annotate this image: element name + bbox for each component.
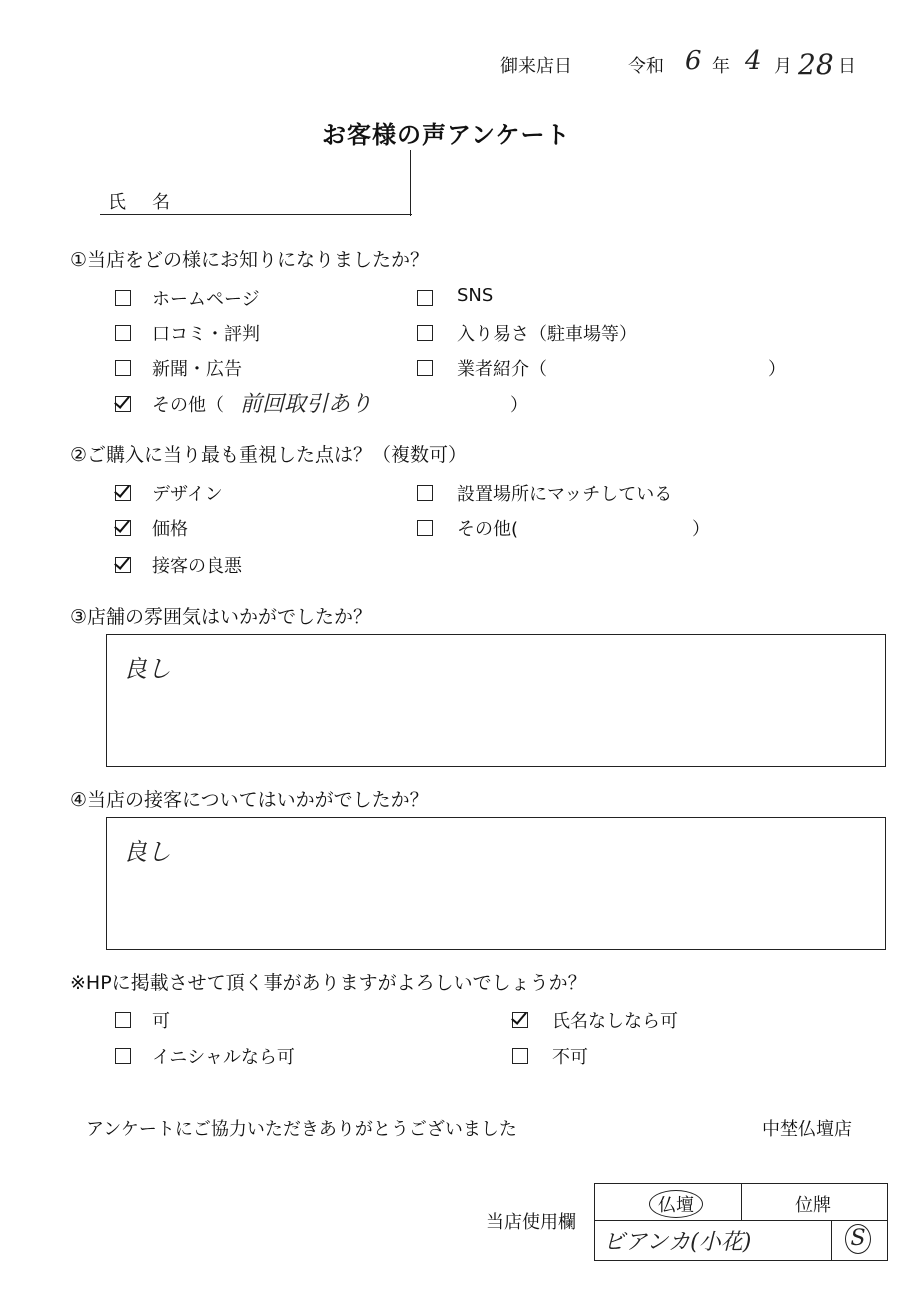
q1-kuchikomi-label: 口コミ・評判 [152,324,260,345]
q1-access-checkbox[interactable] [417,325,433,341]
q1-other-checkbox[interactable] [115,396,131,412]
q1-referral-close-paren: ） [768,359,786,380]
q2-price-checkbox[interactable] [115,520,131,536]
q3-answer: 良し [123,655,171,683]
name-field[interactable] [100,214,412,215]
office-use-size[interactable]: S [845,1224,871,1254]
office-use-label: 当店使用欄 [486,1212,576,1233]
office-use-col2[interactable]: 位牌 [795,1195,831,1216]
office-use-row-divider [595,1220,887,1221]
q4-answer-box[interactable] [106,817,886,950]
q1-sns-label: SNS [457,285,494,306]
q2-other-checkbox[interactable] [417,520,433,536]
office-use-col-divider [741,1184,742,1220]
q1-referral-checkbox[interactable] [417,360,433,376]
name-label: 氏 名 [108,192,174,213]
q2-question: ②ご購入に当り最も重視した点は？（複数可） [70,444,468,466]
q2-other-label: その他( [457,519,519,540]
name-field-divider [410,150,411,216]
q1-other-answer[interactable]: 前回取引あり [240,392,373,417]
q2-placement-checkbox[interactable] [417,485,433,501]
q1-access-label: 入り易さ（駐車場等） [457,324,637,345]
q2-design-checkbox[interactable] [115,485,131,501]
hp-initials-label: イニシャルなら可 [152,1047,295,1068]
hp-no-label: 不可 [552,1047,588,1068]
office-use-table [594,1183,888,1261]
hp-question: ※HPに掲載させて頂く事がありますがよろしいでしょうか？ [70,972,587,994]
month-label: 月 [774,56,792,77]
year-value[interactable]: 6 [685,46,702,76]
q2-service-label: 接客の良悪 [152,556,242,577]
q4-question: ④当店の接客についてはいかがでしたか？ [70,789,429,811]
q3-answer-box[interactable] [106,634,886,767]
hp-noname-label: 氏名なしなら可 [552,1011,678,1032]
q2-price-label: 価格 [152,519,188,540]
q1-homepage-label: ホームページ [152,289,260,310]
q1-other-label: その他（ [152,395,224,416]
q2-design-label: デザイン [152,484,223,505]
q1-other-close-paren: ） [510,395,528,416]
q1-sns-checkbox[interactable] [417,290,433,306]
thanks-message: アンケートにご協力いただきありがとうございました [86,1119,517,1140]
q1-homepage-checkbox[interactable] [115,290,131,306]
year-label: 年 [712,56,730,77]
hp-initials-checkbox[interactable] [115,1048,131,1064]
q3-question: ③店舗の雰囲気はいかがでしたか？ [70,606,373,628]
month-value[interactable]: 4 [745,46,762,76]
visit-date-label: 御来店日 [500,56,572,77]
office-use-size-divider [831,1220,832,1260]
day-label: 日 [838,56,856,77]
page-title: お客様の声アンケート [322,121,571,149]
era-label: 令和 [628,56,664,77]
office-use-note[interactable]: ビアンカ(小花) [603,1230,752,1255]
q2-service-checkbox[interactable] [115,557,131,573]
hp-noname-checkbox[interactable] [512,1012,528,1028]
q1-newspaper-checkbox[interactable] [115,360,131,376]
q1-kuchikomi-checkbox[interactable] [115,325,131,341]
shop-name: 中埜仏壇店 [762,1119,852,1140]
hp-ok-checkbox[interactable] [115,1012,131,1028]
q2-other-close-paren: ） [692,519,710,540]
day-value[interactable]: 28 [798,48,834,81]
q1-newspaper-label: 新聞・広告 [152,359,242,380]
q4-answer: 良し [123,838,171,866]
q1-question: ①当店をどの様にお知りになりましたか？ [70,249,430,271]
q2-placement-label: 設置場所にマッチしている [457,484,673,505]
office-use-col1[interactable]: 仏壇 [649,1190,703,1218]
q1-referral-label: 業者紹介（ [457,359,547,380]
hp-no-checkbox[interactable] [512,1048,528,1064]
hp-ok-label: 可 [152,1011,170,1032]
